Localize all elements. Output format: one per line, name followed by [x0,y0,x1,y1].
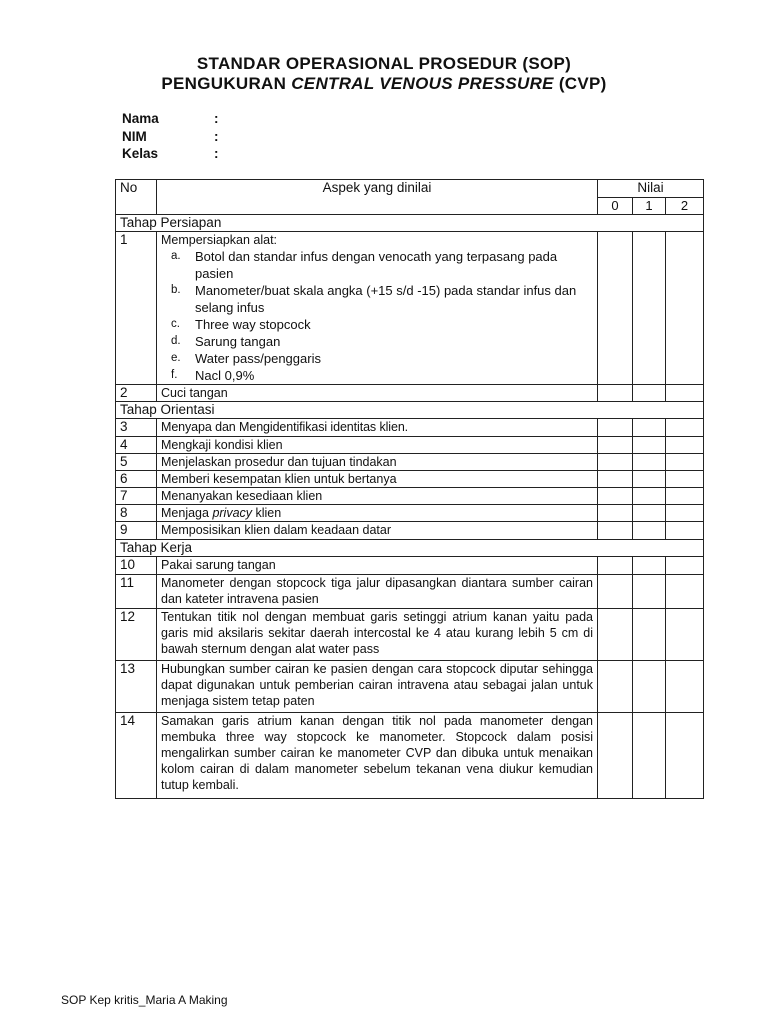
row-aspek: Mengkaji kondisi klien [157,437,598,454]
table-header-row [116,180,704,198]
score-cell[interactable] [598,232,633,385]
list-marker: f. [171,369,178,381]
score-cell[interactable] [666,454,704,471]
row-no: 5 [116,454,157,471]
score-cell[interactable] [633,505,666,522]
row-no: 1 [116,232,157,385]
table-row [116,232,704,385]
score-header-2: 2 [666,198,704,215]
row-aspek [157,232,598,385]
score-cell[interactable] [666,557,704,575]
list-item [171,282,593,316]
row-text-prefix: Menjaga [161,506,213,520]
list-marker: b. [171,284,181,296]
section-orientasi: Tahap Orientasi [116,402,704,419]
list-item [171,248,593,282]
score-cell[interactable] [633,488,666,505]
row-no: 7 [116,488,157,505]
row-aspek: Hubungkan sumber cairan ke pasien dengan cara stopcock diputar sehingga dapat digunakan untuk pemberian cairan intravena atau sebagai jalan untuk menjaga sistem tetap paten [157,661,598,713]
score-cell[interactable] [633,385,666,402]
score-cell[interactable] [633,609,666,661]
row-no: 2 [116,385,157,402]
section-persiapan: Tahap Persiapan [116,215,704,232]
score-cell[interactable] [666,419,704,437]
row-aspek-text: Mempersiapkan alat: [161,233,278,247]
table-row [116,437,704,454]
score-cell[interactable] [666,661,704,713]
table-row [116,505,704,522]
score-cell[interactable] [666,488,704,505]
row-aspek: Cuci tangan [157,385,598,402]
header-nilai: Nilai [598,180,704,198]
table-row [116,661,704,713]
table-row [116,575,704,609]
row-text-suffix: klien [252,506,282,520]
score-cell[interactable] [666,522,704,540]
row-no: 13 [116,661,157,713]
identity-colon: : [214,111,219,126]
section-row [116,402,704,419]
score-cell[interactable] [633,232,666,385]
header-aspek: Aspek yang dinilai [157,180,598,215]
score-cell[interactable] [666,385,704,402]
equipment-list [161,248,593,384]
row-aspek: Menjelaskan prosedur dan tujuan tindakan [157,454,598,471]
list-item-text: Water pass/penggaris [195,351,321,366]
row-no: 10 [116,557,157,575]
identity-nim [122,129,219,144]
score-cell[interactable] [633,419,666,437]
score-cell[interactable] [633,661,666,713]
list-marker: d. [171,335,181,347]
list-item [171,350,593,367]
table-row [116,419,704,437]
identity-label: NIM [122,129,147,144]
score-cell[interactable] [633,575,666,609]
score-header-0: 0 [598,198,633,215]
row-no: 9 [116,522,157,540]
page-footer: SOP Kep kritis_Maria A Making [61,993,228,1007]
score-cell[interactable] [633,471,666,488]
table-row [116,713,704,799]
table-row [116,385,704,402]
table-row [116,609,704,661]
score-cell[interactable] [598,713,633,799]
row-aspek: Menanyakan kesediaan klien [157,488,598,505]
row-aspek: Samakan garis atrium kanan dengan titik nol pada manometer dengan membuka three way stopcock ke manometer. Stopcock dalam posisi mengalirkan sumber cairan ke manometer CVP dan dibuka untuk menaikan kolom cairan di dalam manometer sebelum tekanan vena diukur kemudian tutup kembali. [157,713,598,799]
row-no: 3 [116,419,157,437]
identity-colon: : [214,129,219,144]
score-cell[interactable] [598,557,633,575]
identity-label: Kelas [122,146,159,161]
table-row [116,471,704,488]
score-cell[interactable] [633,713,666,799]
score-cell[interactable] [666,437,704,454]
list-item-text: Three way stopcock [195,317,311,332]
score-cell[interactable] [666,713,704,799]
row-aspek: Menyapa dan Mengidentifikasi identitas klien. [157,419,598,437]
score-cell[interactable] [598,661,633,713]
score-cell[interactable] [666,505,704,522]
score-cell[interactable] [598,522,633,540]
row-no: 11 [116,575,157,609]
list-item [171,316,593,333]
document-subtitle [0,74,768,94]
assessment-table [115,179,704,799]
row-aspek: Pakai sarung tangan [157,557,598,575]
score-cell[interactable] [633,454,666,471]
score-cell[interactable] [598,437,633,454]
subtitle-prefix: PENGUKURAN [161,74,292,93]
table-row [116,522,704,540]
list-item-text: Sarung tangan [195,334,281,349]
score-cell[interactable] [666,232,704,385]
score-cell[interactable] [598,488,633,505]
score-cell[interactable] [598,385,633,402]
table-row [116,488,704,505]
row-aspek [157,505,598,522]
row-aspek: Manometer dengan stopcock tiga jalur dipasangkan diantara sumber cairan dan kateter intravena pasien [157,575,598,609]
row-no: 14 [116,713,157,799]
row-text-italic: privacy [212,506,253,520]
list-marker: c. [171,318,180,330]
score-cell[interactable] [598,575,633,609]
score-cell[interactable] [598,454,633,471]
score-cell[interactable] [633,437,666,454]
row-aspek: Memposisikan klien dalam keadaan datar [157,522,598,540]
score-header-1: 1 [633,198,666,215]
list-item-text: Manometer/buat skala angka (+15 s/d -15) pada standar infus dan selang infus [195,283,577,315]
section-kerja: Tahap Kerja [116,540,704,557]
row-no: 12 [116,609,157,661]
identity-kelas [122,146,219,161]
list-item [171,367,593,384]
identity-label: Nama [122,111,159,126]
subtitle-italic: CENTRAL VENOUS PRESSURE [291,74,554,93]
table-row [116,557,704,575]
score-cell[interactable] [598,471,633,488]
row-no: 4 [116,437,157,454]
score-cell[interactable] [666,575,704,609]
table-row [116,454,704,471]
score-cell[interactable] [598,505,633,522]
subtitle-suffix: (CVP) [553,74,607,93]
score-cell[interactable] [633,522,666,540]
row-aspek: Memberi kesempatan klien untuk bertanya [157,471,598,488]
section-row [116,215,704,232]
score-cell[interactable] [666,609,704,661]
score-cell[interactable] [633,557,666,575]
score-cell[interactable] [598,609,633,661]
row-no: 8 [116,505,157,522]
list-marker: a. [171,250,181,262]
row-no: 6 [116,471,157,488]
list-item-text: Botol dan standar infus dengan venocath yang terpasang pada pasien [195,249,558,281]
score-cell[interactable] [598,419,633,437]
identity-colon: : [214,146,219,161]
row-aspek: Tentukan titik nol dengan membuat garis setinggi atrium kanan yaitu pada garis mid aksilaris sekitar daerah intercostal ke 4 atau kurang lebih 5 cm di bawah sternum dengan alat water pass [157,609,598,661]
score-cell[interactable] [666,471,704,488]
document-title: STANDAR OPERASIONAL PROSEDUR (SOP) [196,54,572,73]
list-marker: e. [171,352,181,364]
section-row [116,540,704,557]
header-no: No [116,180,157,215]
list-item-text: Nacl 0,9% [195,368,255,383]
list-item [171,333,593,350]
identity-nama [122,111,219,126]
